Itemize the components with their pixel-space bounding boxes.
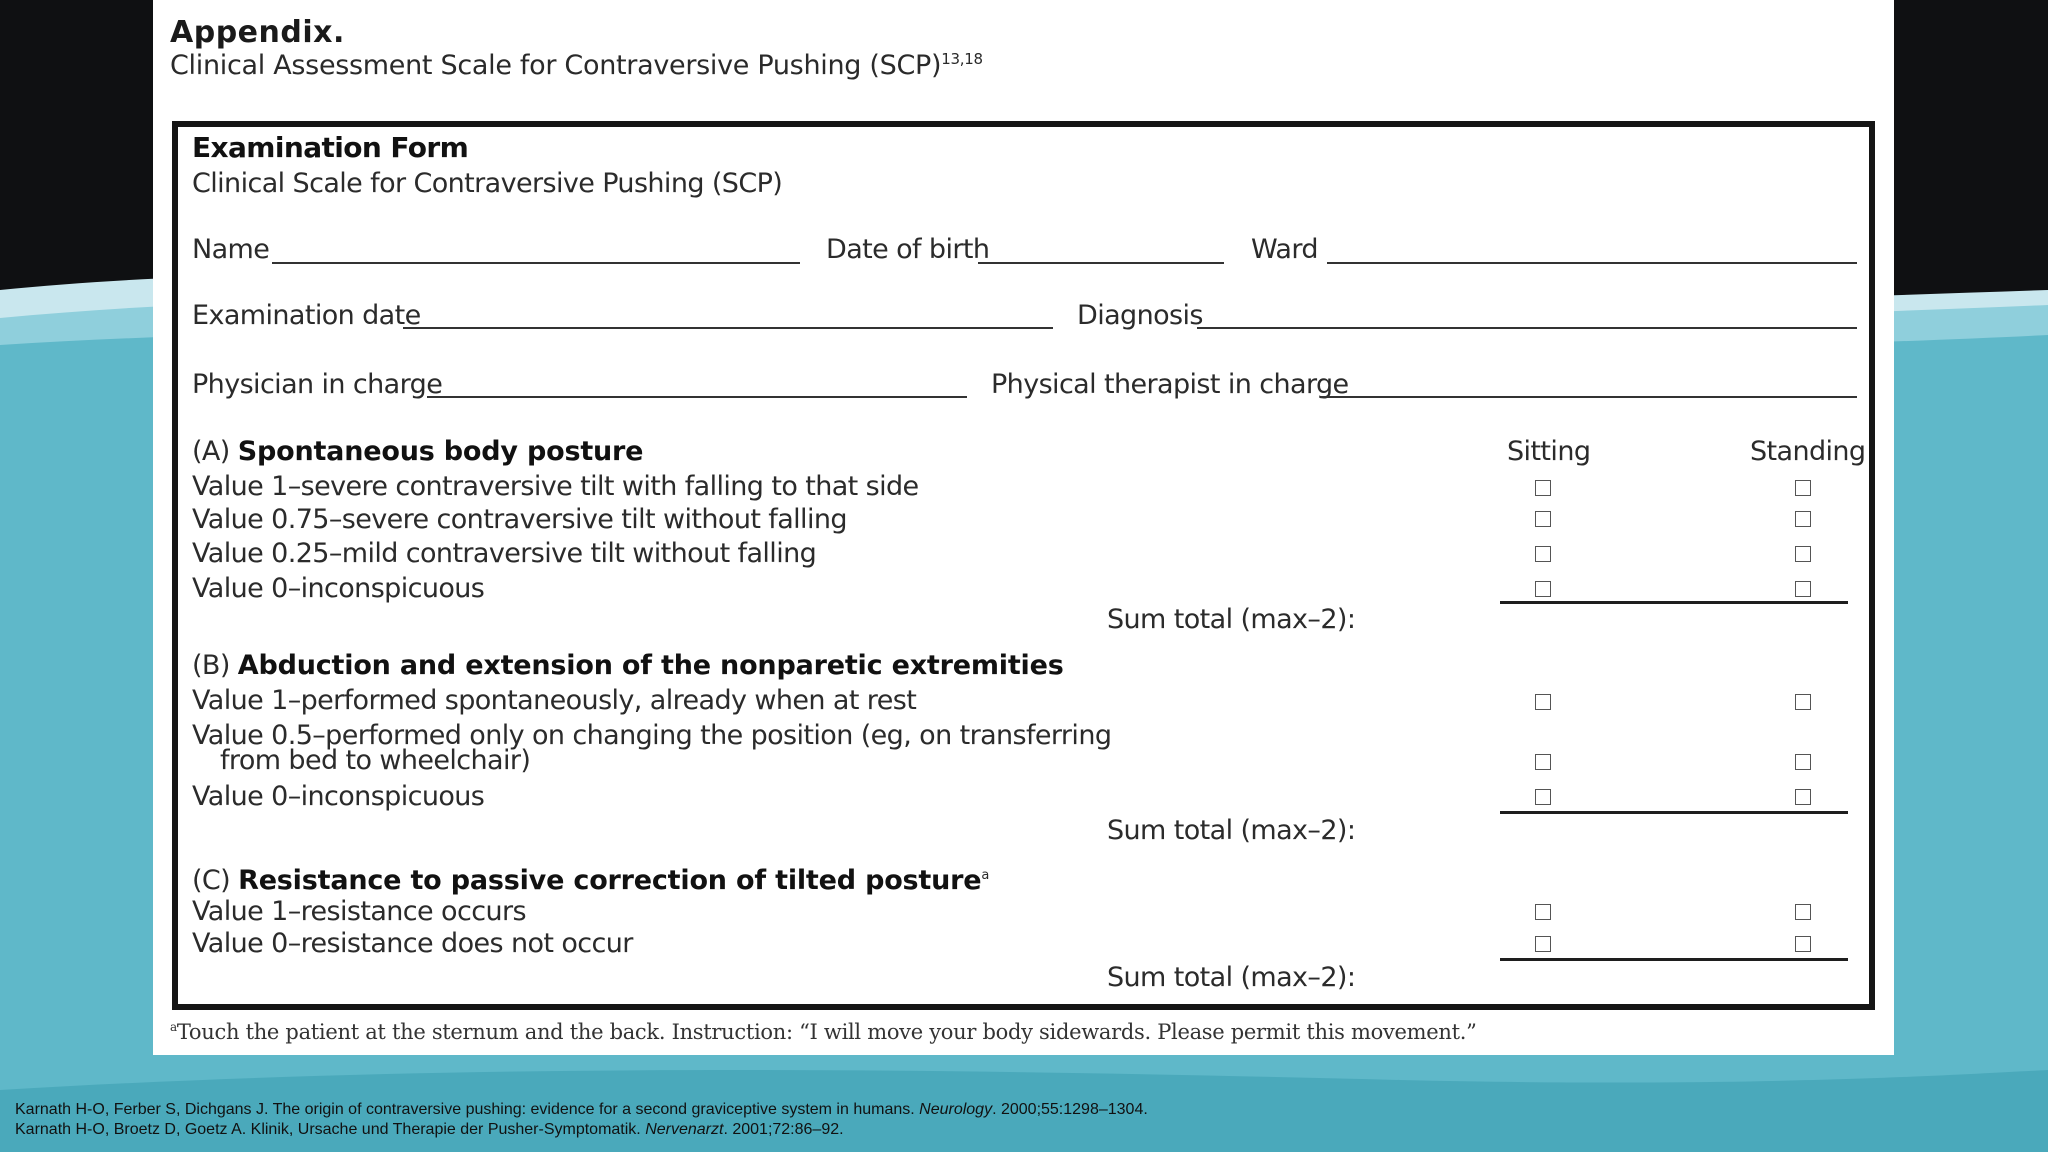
- section-c-heading: [192, 860, 989, 897]
- section-b-item-1-standing-checkbox[interactable]: [1795, 694, 1811, 710]
- section-b-item-2-continued: from bed to wheelchair): [220, 745, 531, 776]
- section-a-item-3: Value 0.25–mild contraversive tilt without falling: [192, 538, 817, 569]
- section-a-sum-line: [1500, 601, 1848, 604]
- reference-2: [15, 1121, 844, 1139]
- appendix-title: Appendix.: [170, 15, 345, 50]
- section-a-sum-label: Sum total (max–2):: [1107, 604, 1356, 635]
- therapist-label: Physical therapist in charge: [991, 369, 1349, 400]
- reference-1-details: . 2000;55:1298–1304.: [992, 1101, 1148, 1118]
- section-c-item-2-standing-checkbox[interactable]: [1795, 936, 1811, 952]
- reference-1: [15, 1101, 1148, 1119]
- appendix-subtitle: [170, 50, 983, 81]
- sitting-column-header: Sitting: [1507, 436, 1591, 467]
- footnote-mark: a: [170, 1020, 177, 1034]
- examination-date-label: Examination date: [192, 300, 421, 331]
- appendix-subtitle-refs: 13,18: [941, 50, 983, 68]
- reference-1-text: Karnath H-O, Ferber S, Dichgans J. The origin of contraversive pushing: evidence for a second graviceptive system in humans.: [15, 1101, 920, 1118]
- section-a-item-1-sitting-checkbox[interactable]: [1535, 480, 1551, 496]
- reference-1-journal: Neurology: [919, 1101, 993, 1118]
- reference-2-details: . 2001;72:86–92.: [723, 1121, 844, 1138]
- form-subheading: Clinical Scale for Contraversive Pushing (SCP): [192, 168, 783, 199]
- section-b-item-1: Value 1–performed spontaneously, already when at rest: [192, 685, 917, 716]
- section-a-title: Spontaneous body posture: [237, 436, 644, 467]
- examination-date-field[interactable]: [403, 327, 1053, 329]
- section-a-item-2: Value 0.75–severe contraversive tilt without falling: [192, 504, 847, 535]
- form-heading: Examination Form: [192, 131, 469, 164]
- section-a-item-4-standing-checkbox[interactable]: [1795, 581, 1811, 597]
- section-c-sum-line: [1500, 958, 1848, 961]
- section-c-item-2: Value 0–resistance does not occur: [192, 928, 633, 959]
- name-label: Name: [192, 234, 270, 265]
- section-c-title: Resistance to passive correction of tilted posture: [238, 865, 982, 896]
- section-b-item-2-standing-checkbox[interactable]: [1795, 754, 1811, 770]
- section-c-item-1-standing-checkbox[interactable]: [1795, 904, 1811, 920]
- section-a-item-4-sitting-checkbox[interactable]: [1535, 581, 1551, 597]
- diagnosis-label: Diagnosis: [1077, 300, 1203, 331]
- section-a-item-1: Value 1–severe contraversive tilt with falling to that side: [192, 471, 919, 502]
- section-b-item-2-sitting-checkbox[interactable]: [1535, 754, 1551, 770]
- ward-label: Ward: [1251, 234, 1318, 265]
- section-b-item-1-sitting-checkbox[interactable]: [1535, 694, 1551, 710]
- section-a-item-3-standing-checkbox[interactable]: [1795, 546, 1811, 562]
- footnote: [170, 1020, 1477, 1044]
- section-a-heading: [192, 436, 643, 468]
- section-b-heading: [192, 650, 1064, 682]
- section-b-item-3: Value 0–inconspicuous: [192, 781, 485, 812]
- name-field[interactable]: [272, 262, 800, 264]
- section-b-item-3-standing-checkbox[interactable]: [1795, 789, 1811, 805]
- physician-label: Physician in charge: [192, 369, 443, 400]
- section-b-sum-label: Sum total (max–2):: [1107, 815, 1356, 846]
- date-of-birth-label: Date of birth: [826, 234, 990, 265]
- ward-field[interactable]: [1327, 262, 1857, 264]
- section-a-item-2-sitting-checkbox[interactable]: [1535, 511, 1551, 527]
- section-c-item-1: Value 1–resistance occurs: [192, 896, 526, 927]
- section-c-item-2-sitting-checkbox[interactable]: [1535, 936, 1551, 952]
- physician-field[interactable]: [427, 396, 967, 398]
- section-a-item-1-standing-checkbox[interactable]: [1795, 480, 1811, 496]
- section-a-item-3-sitting-checkbox[interactable]: [1535, 546, 1551, 562]
- section-c-sum-label: Sum total (max–2):: [1107, 962, 1356, 993]
- section-c-item-1-sitting-checkbox[interactable]: [1535, 904, 1551, 920]
- footnote-text: Touch the patient at the sternum and the back. Instruction: “I will move your body sidewards. Please permit this movement.”: [176, 1020, 1477, 1044]
- section-b-item-3-sitting-checkbox[interactable]: [1535, 789, 1551, 805]
- section-c-title-mark: a: [981, 868, 989, 883]
- reference-2-journal: Nervenarzt: [645, 1121, 724, 1138]
- section-a-prefix: (A): [192, 436, 230, 467]
- section-b-prefix: (B): [192, 650, 230, 681]
- section-b-sum-line: [1500, 811, 1848, 814]
- section-a-item-4: Value 0–inconspicuous: [192, 573, 485, 604]
- section-b-title: Abduction and extension of the nonparetic extremities: [237, 650, 1064, 681]
- section-c-prefix: (C): [192, 865, 231, 896]
- standing-column-header: Standing: [1750, 436, 1866, 467]
- therapist-field[interactable]: [1321, 396, 1857, 398]
- reference-2-text: Karnath H-O, Broetz D, Goetz A. Klinik, Ursache und Therapie der Pusher-Symptomatik.: [15, 1121, 646, 1138]
- section-b-item-2: Value 0.5–performed only on changing the position (eg, on transferring: [192, 720, 1112, 751]
- section-a-item-2-standing-checkbox[interactable]: [1795, 511, 1811, 527]
- appendix-subtitle-text: Clinical Assessment Scale for Contraversive Pushing (SCP): [170, 50, 942, 81]
- date-of-birth-field[interactable]: [978, 262, 1224, 264]
- diagnosis-field[interactable]: [1197, 327, 1857, 329]
